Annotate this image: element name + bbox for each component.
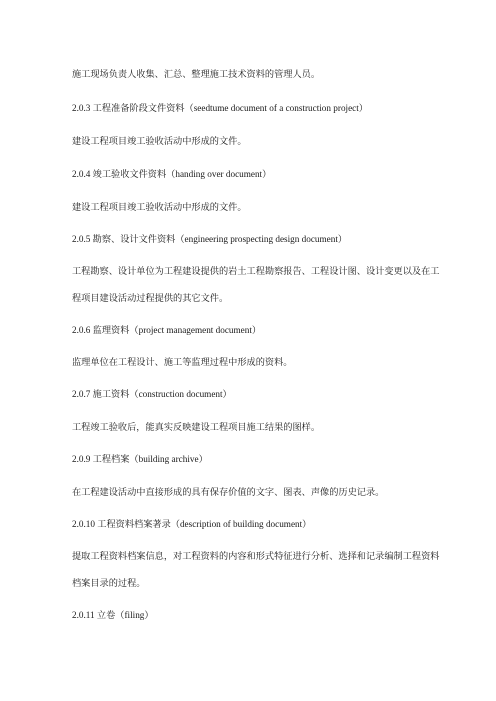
section-heading: 2.0.5 勘察、设计文件资料（engineering prospecting design document）	[72, 234, 348, 244]
paragraph-line: 建设工程项目竣工验收活动中形成的文件。	[72, 202, 247, 212]
paragraph-line: 程项目建设活动过程提供的其它文件。	[72, 293, 229, 303]
paragraph-line: 施工现场负责人收集、汇总、整理施工技术资料的管理人员。	[72, 69, 321, 79]
section-heading: 2.0.3 工程准备阶段文件资料（seedtume document of a construction project）	[72, 103, 368, 113]
section-heading: 2.0.9 工程档案（building archive）	[72, 454, 208, 464]
paragraph-line: 档案目录的过程。	[72, 578, 146, 588]
paragraph-line: 工程竣工验收后，能真实反映建设工程项目施工结果的图样。	[72, 422, 321, 432]
paragraph-line: 监理单位在工程设计、施工等监理过程中形成的资料。	[72, 357, 293, 367]
section-heading: 2.0.6 监理资料（project management document）	[72, 325, 262, 335]
section-heading: 2.0.11 立卷（filing）	[72, 610, 154, 620]
paragraph-line: 工程勘察、设计单位为工程建设提供的岩土工程勘察报告、工程设计图、设计变更以及在工	[72, 266, 440, 276]
paragraph-line: 在工程建设活动中直接形成的具有保存价值的文字、图表、声像的历史记录。	[72, 487, 385, 497]
paragraph-line: 提取工程资料档案信息，对工程资料的内容和形式特征进行分析、选择和记录编制工程资料	[72, 551, 440, 561]
section-heading: 2.0.10 工程资料档案著录（description of building document）	[72, 519, 312, 529]
paragraph-line: 建设工程项目竣工验收活动中形成的文件。	[72, 136, 247, 146]
section-heading: 2.0.7 施工资料（construction document）	[72, 389, 232, 399]
section-heading: 2.0.4 竣工验收文件资料（handing over document）	[72, 169, 272, 179]
